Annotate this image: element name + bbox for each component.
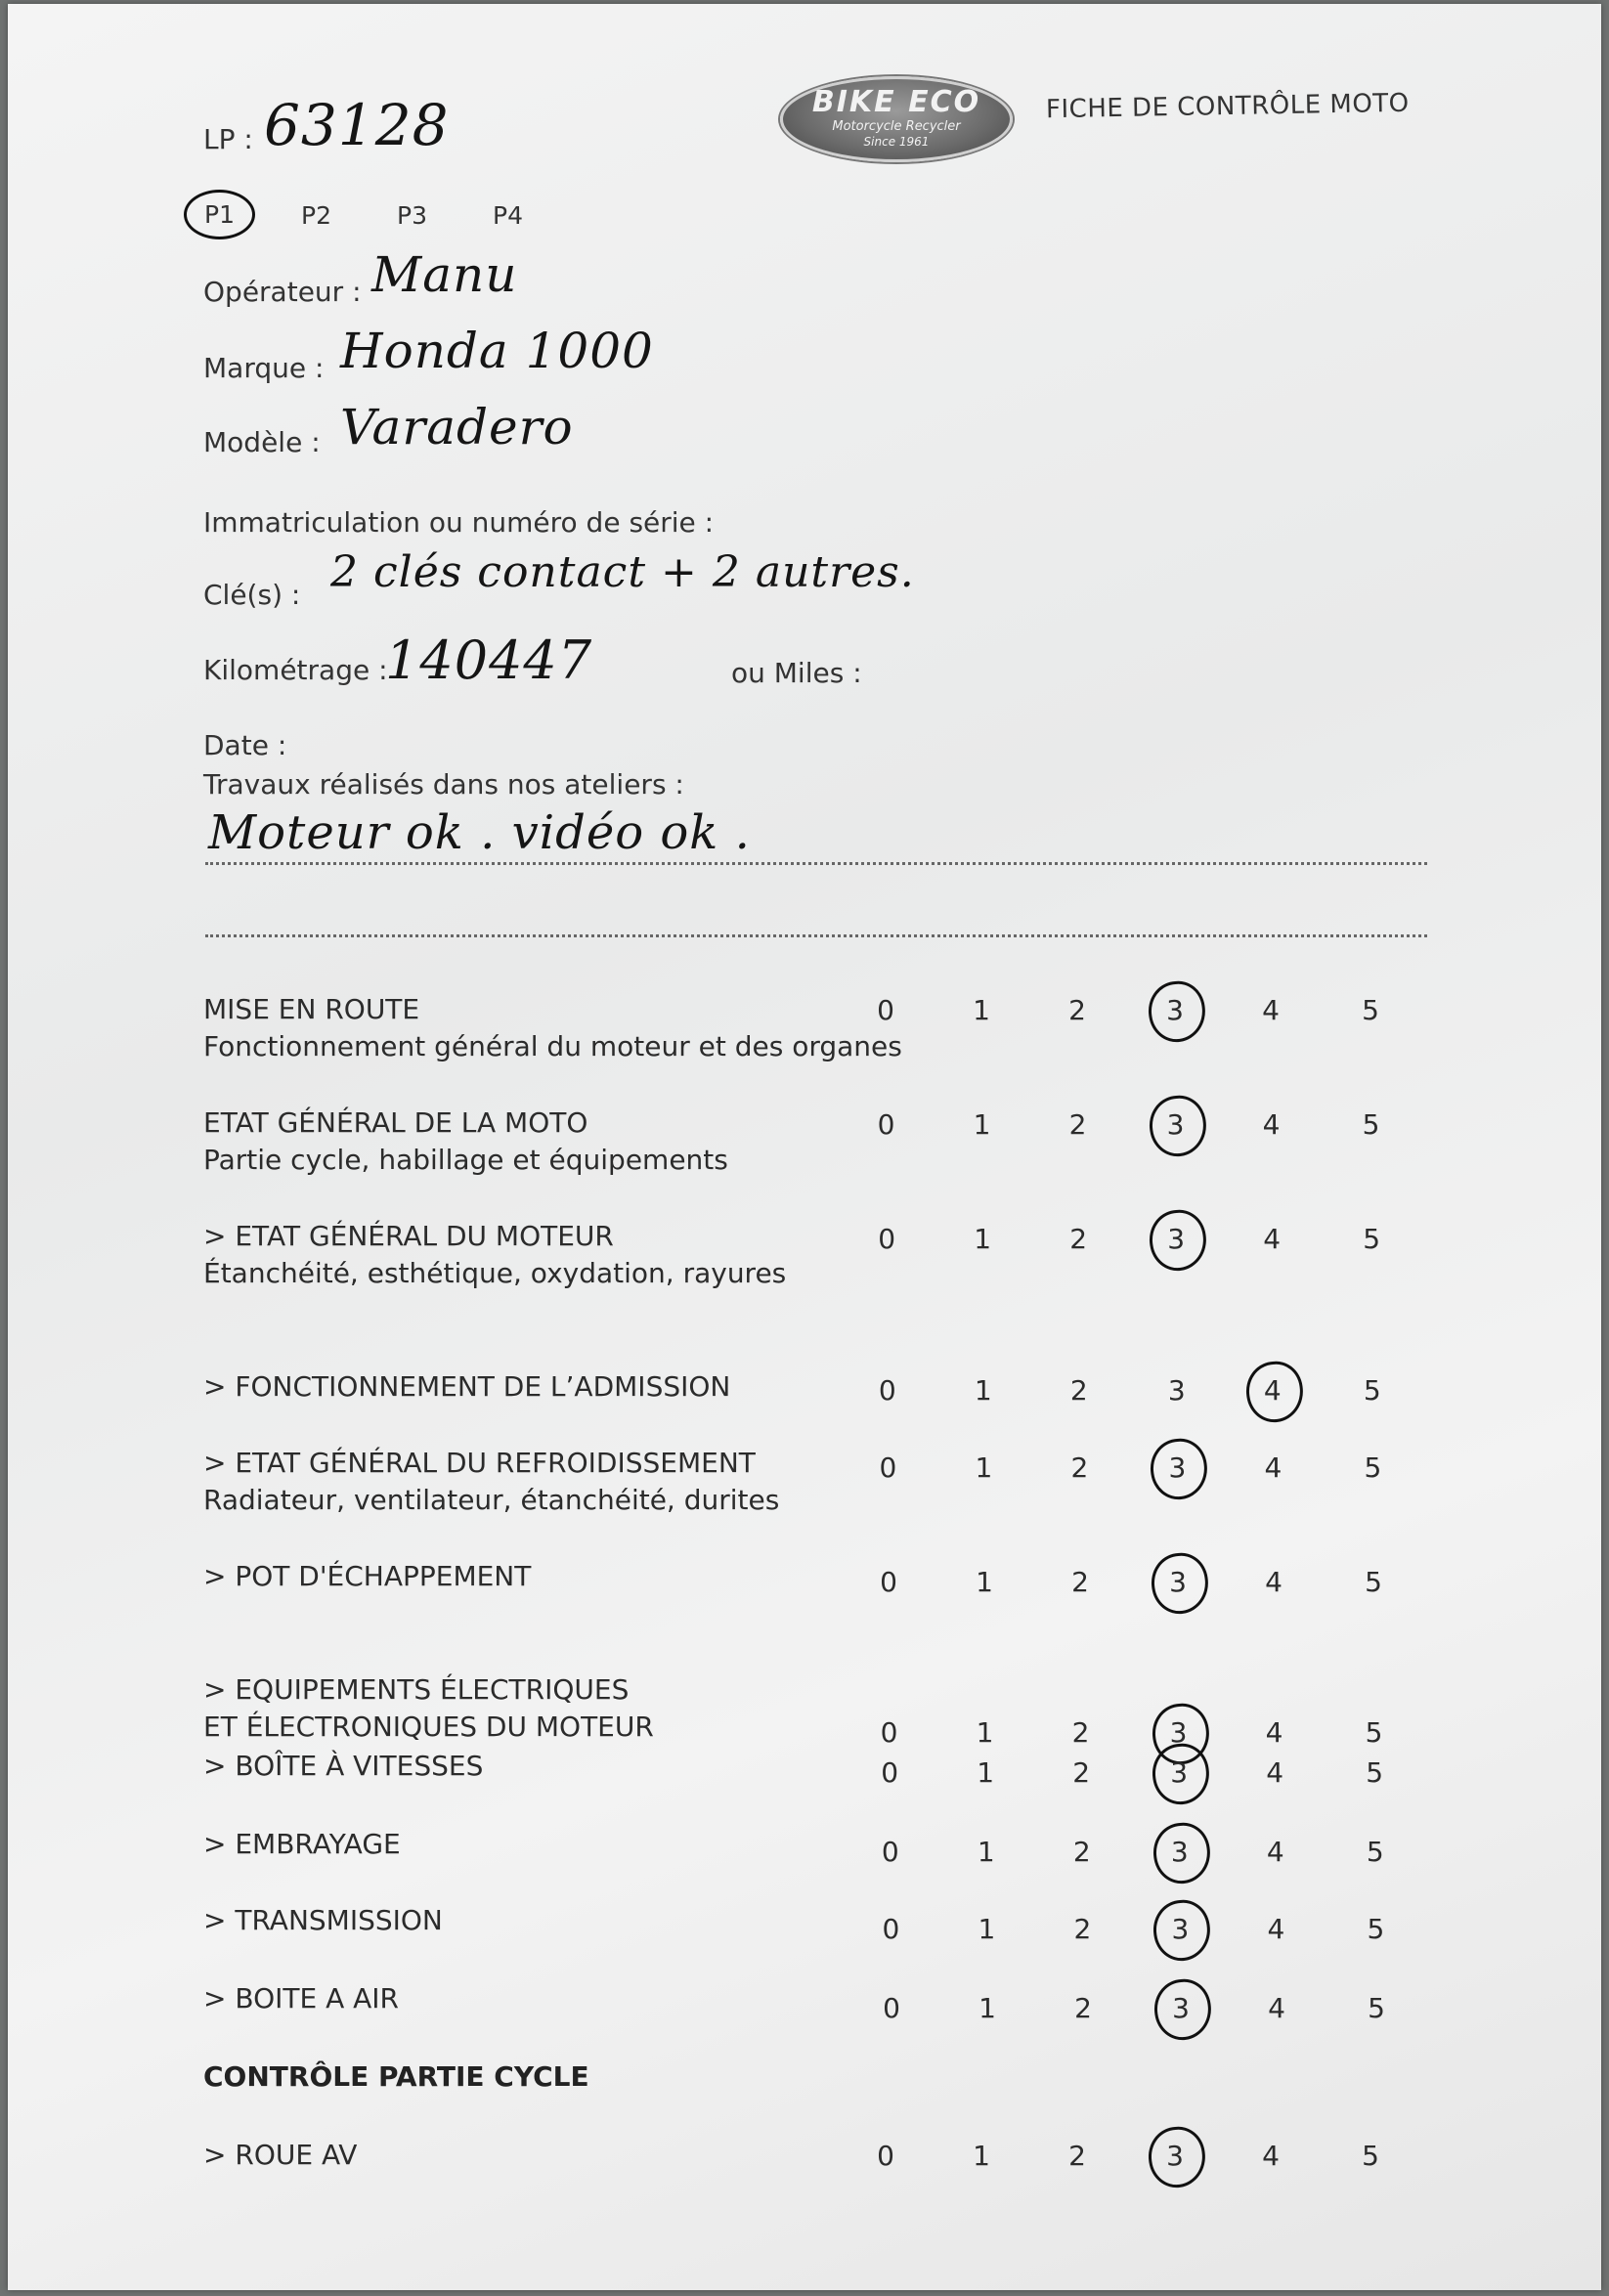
score-option[interactable]: 1 [978,1992,996,2024]
score-option[interactable]: 3 [1166,994,1184,1026]
score-option[interactable]: 0 [877,994,894,1026]
score-option[interactable]: 4 [1263,1373,1282,1407]
score-option[interactable]: 3 [1167,1373,1186,1407]
score-selected-circle [1146,1092,1210,1159]
logo-since: Since 1961 [863,135,930,149]
score-selected-circle [1145,2123,1209,2190]
score-option[interactable]: 3 [1166,1107,1185,1141]
operateur-label: Opérateur : [203,276,362,308]
score-option[interactable]: 1 [976,1716,994,1750]
score-option[interactable]: 4 [1267,1913,1285,1946]
score-option[interactable]: 2 [1072,1756,1091,1790]
score-option[interactable]: 5 [1363,1373,1381,1407]
bike-eco-logo [780,76,1013,162]
score-selected-circle [1242,1358,1307,1425]
check-subtitle: Partie cycle, habillage et équipements [203,1144,728,1176]
score-option[interactable]: 3 [1169,1565,1187,1598]
position-p1[interactable]: P1 [184,190,255,239]
marque-label: Marque : [203,352,325,384]
kilometrage-label: Kilométrage : [203,654,388,686]
lp-value[interactable]: 63128 [264,92,450,158]
check-subtitle: ET ÉLECTRONIQUES DU MOTEUR [203,1711,654,1743]
score-option[interactable]: 4 [1268,1992,1285,2024]
score-option[interactable]: 2 [1068,994,1086,1026]
position-p4[interactable]: P4 [493,201,523,230]
score-option[interactable]: 5 [1366,1756,1384,1790]
score-option[interactable]: 2 [1073,1913,1092,1946]
position-p3[interactable]: P3 [397,201,427,230]
score-option[interactable]: 5 [1362,2140,1379,2172]
score-option[interactable]: 3 [1169,1716,1188,1750]
score-option[interactable]: 4 [1264,1451,1283,1484]
section-partie-cycle: CONTRÔLE PARTIE CYCLE [203,2060,589,2093]
score-selected-circle [1146,1206,1210,1274]
score-option[interactable]: 5 [1365,1565,1382,1598]
score-option[interactable]: 0 [878,1373,896,1407]
score-option[interactable]: 4 [1265,1565,1283,1598]
miles-label: ou Miles : [731,657,862,689]
score-option[interactable]: 0 [881,1756,899,1790]
score-option[interactable]: 2 [1071,1716,1090,1750]
score-option[interactable]: 0 [880,1565,897,1598]
score-option[interactable]: 4 [1263,1222,1282,1255]
check-subtitle: Radiateur, ventilateur, étanchéité, durites [203,1484,780,1516]
check-title: ETAT GÉNÉRAL DE LA MOTO [203,1106,588,1139]
check-title: MISE EN ROUTE [203,993,420,1025]
score-option[interactable]: 1 [977,1756,995,1790]
check-title: > EQUIPEMENTS ÉLECTRIQUES [203,1673,630,1706]
score-option[interactable]: 3 [1171,1913,1190,1946]
form-title: FICHE DE CONTRÔLE MOTO [1045,88,1410,125]
check-title: > POT D'ÉCHAPPEMENT [203,1560,532,1592]
cles-value[interactable]: 2 clés contact + 2 autres. [330,547,915,597]
score-selected-circle [1150,1896,1214,1964]
score-option[interactable]: 1 [974,1373,992,1407]
score-option[interactable]: 2 [1069,1373,1088,1407]
score-option[interactable]: 3 [1166,2140,1184,2172]
check-title: > TRANSMISSION [203,1904,443,1936]
score-option[interactable]: 2 [1070,1451,1089,1484]
score-option[interactable]: 5 [1362,1107,1380,1141]
score-option[interactable]: 0 [882,1913,900,1946]
score-option[interactable]: 4 [1262,1107,1281,1141]
score-option[interactable]: 3 [1170,1836,1189,1869]
score-selected-circle [1145,977,1209,1045]
score-option[interactable]: 5 [1364,1451,1382,1484]
score-option[interactable]: 2 [1069,1222,1088,1255]
score-option[interactable]: 5 [1365,1716,1383,1750]
score-option[interactable]: 1 [974,1222,992,1255]
date-label: Date : [203,729,287,761]
score-option[interactable]: 1 [973,994,990,1026]
score-option[interactable]: 4 [1262,994,1280,1026]
check-title: > ETAT GÉNÉRAL DU MOTEUR [203,1220,614,1252]
check-title: > BOITE A AIR [203,1982,399,2014]
score-option[interactable]: 0 [881,1836,899,1869]
score-option[interactable]: 0 [878,1222,896,1255]
score-option[interactable]: 1 [973,2140,990,2172]
score-option[interactable]: 3 [1168,1451,1187,1484]
travaux-line-1 [205,862,1427,865]
lp-label: LP : [203,123,253,155]
travaux-line-2 [205,934,1427,937]
score-option[interactable]: 4 [1262,2140,1280,2172]
position-p2[interactable]: P2 [301,201,331,230]
score-option[interactable]: 2 [1071,1565,1089,1598]
score-selected-circle [1150,1819,1214,1886]
check-title: > EMBRAYAGE [203,1828,401,1860]
modele-label: Modèle : [203,426,321,458]
score-option[interactable]: 2 [1068,1107,1087,1141]
score-selected-circle [1147,1435,1211,1502]
score-option[interactable]: 0 [883,1992,900,2024]
score-option[interactable]: 5 [1367,1913,1385,1946]
score-option[interactable]: 4 [1265,1716,1283,1750]
check-subtitle: Étanchéité, esthétique, oxydation, rayures [203,1257,787,1289]
score-option[interactable]: 3 [1167,1222,1186,1255]
score-option[interactable]: 5 [1366,1836,1384,1869]
check-title: > FONCTIONNEMENT DE L’ADMISSION [203,1370,731,1403]
score-option[interactable]: 1 [978,1913,996,1946]
score-option[interactable]: 2 [1072,1836,1091,1869]
operateur-value[interactable]: Manu [371,246,518,303]
score-option[interactable]: 1 [975,1451,993,1484]
score-option[interactable]: 0 [879,1451,897,1484]
cles-label: Clé(s) : [203,579,301,611]
score-option[interactable]: 5 [1363,1222,1381,1255]
score-selected-circle [1148,1549,1212,1617]
check-title: > BOÎTE À VITESSES [203,1750,484,1782]
control-sheet [8,4,1601,2290]
score-option[interactable]: 4 [1266,1836,1284,1869]
score-option[interactable]: 1 [977,1836,995,1869]
check-title: > ROUE AV [203,2139,358,2171]
logo-brand: BIKE ECO [811,85,981,119]
marque-value[interactable]: Honda 1000 [340,323,654,379]
score-option[interactable]: 0 [877,1107,895,1141]
modele-value[interactable]: Varadero [340,399,574,455]
score-option[interactable]: 4 [1266,1756,1284,1790]
travaux-label: Travaux réalisés dans nos ateliers : [203,768,684,801]
travaux-value[interactable]: Moteur ok . vidéo ok . [208,805,751,860]
score-option[interactable]: 3 [1170,1756,1189,1790]
kilometrage-value[interactable]: 140447 [385,629,593,691]
score-option[interactable]: 2 [1074,1992,1092,2024]
score-selected-circle [1151,1975,1215,2043]
score-option[interactable]: 0 [880,1716,898,1750]
score-option[interactable]: 1 [973,1107,991,1141]
immatriculation-label: Immatriculation ou numéro de série : [203,506,715,539]
check-subtitle: Fonctionnement général du moteur et des organes [203,1030,902,1062]
score-option[interactable]: 2 [1068,2140,1086,2172]
score-option[interactable]: 5 [1362,994,1379,1026]
score-option[interactable]: 0 [877,2140,894,2172]
score-option[interactable]: 5 [1368,1992,1385,2024]
score-option[interactable]: 1 [976,1565,993,1598]
logo-tagline: Motorcycle Recycler [832,119,961,134]
check-title: > ETAT GÉNÉRAL DU REFROIDISSEMENT [203,1447,756,1479]
score-option[interactable]: 3 [1172,1992,1190,2024]
